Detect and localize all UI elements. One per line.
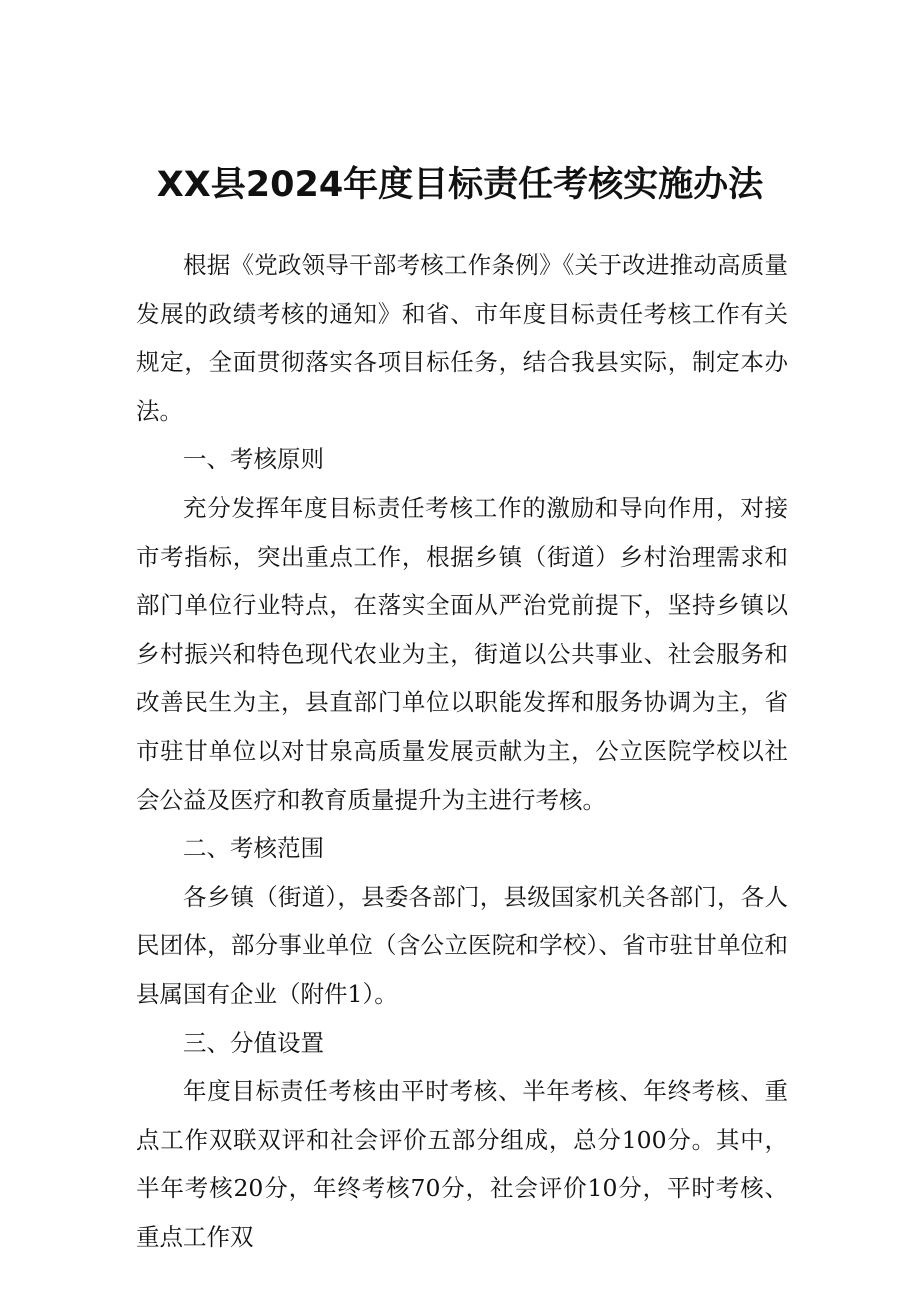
section-heading-principles: 一、考核原则 xyxy=(183,445,324,474)
document-body xyxy=(136,241,788,1261)
scoring-paragraph: 年度目标责任考核由平时考核、半年考核、年终考核、重点工作双联双评和社会评价五部分组成，总分100分。其中，半年考核20分，年终考核70分，社会评价10分，平时考核、重点工作双 xyxy=(136,1077,788,1251)
scope-paragraph: 各乡镇（街道），县委各部门，县级国家机关各部门，各人民团体，部分事业单位（含公立医院和学校）、省市驻甘单位和县属国有企业（附件1）。 xyxy=(136,882,788,1008)
document-title: XX县2024年度目标责任考核实施办法 xyxy=(156,165,764,205)
section-heading-scoring: 三、分值设置 xyxy=(183,1028,324,1057)
intro-paragraph: 根据《党政领导干部考核工作条例》《关于改进推动高质量发展的政绩考核的通知》和省、市年度目标责任考核工作有关规定，全面贯彻落实各项目标任务，结合我县实际，制定本办法。 xyxy=(136,251,788,425)
section-heading-scope: 二、考核范围 xyxy=(183,834,324,863)
principles-paragraph: 充分发挥年度目标责任考核工作的激励和导向作用，对接市考指标，突出重点工作，根据乡镇（街道）乡村治理需求和部门单位行业特点，在落实全面从严治党前提下，坚持乡镇以乡村振兴和特色现代农业为主，街道以公共事业、社会服务和改善民生为主，县直部门单位以职能发挥和服务协调为主，省市驻甘单位以对甘泉高质量发展贡献为主，公立医院学校以社会公益及医疗和教育质量提升为主进行考核。 xyxy=(136,493,788,814)
